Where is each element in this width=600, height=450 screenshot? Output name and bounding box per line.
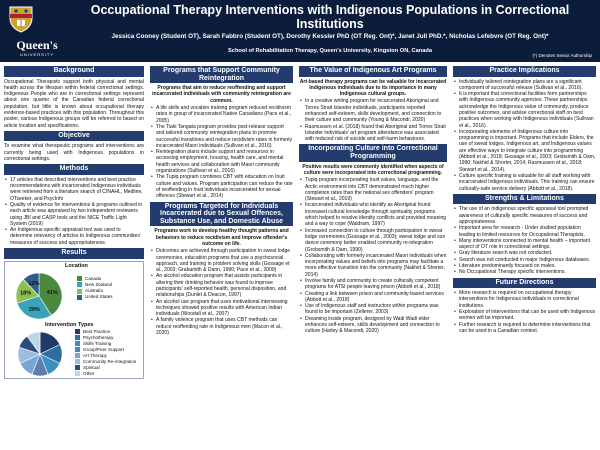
legend-label: Skills Training — [83, 340, 112, 346]
list-item: • Incorporating elements of Indigenous culture into programming is important. Programs that include Elders, the use of sweat lodges, Indigenous art, and Indigenous values are effective ways to integrate culture into programming (Abbott et al., 2018; Gossage et al., 2003; Grobsmith & Dam, 1990; Nakhid & Shorter, 2014; Rasmussen et al., 2018; Stewart et al., 2014). — [453, 129, 596, 173]
list-item: • The use of an Indigenous specific appraisal tool prompted awareness of culturally specific measures of success and appropriateness. — [453, 206, 596, 225]
community-heading: Programs that Support Community Reintegration — [150, 66, 293, 83]
list-item: • Creating a link between prison and community-based services (Abbott et al., 2018) — [299, 291, 447, 304]
list-item: • Important area for research - Under studied population leading to limited resources for Occupational Therapists. — [453, 225, 596, 238]
legend-swatch — [77, 282, 82, 287]
culture-heading: Incorporating Culture into Correctional Programming — [299, 144, 447, 161]
background-heading: Background — [4, 66, 144, 77]
column-4 — [453, 66, 596, 336]
affiliation: School of Rehabilitation Therapy, Queen's University, Kingston ON, Canada — [227, 48, 433, 54]
list-item: • Quality of evidence for interventions & programs outlined in each article was appraised by two independent reviewers using JBI and CASP tools and the NICE Traffic Light System (2019) — [4, 202, 144, 227]
targeted-lead: Programs work to develop healthy thought patterns and behaviors to reduce recidivism and improve offender's outcome on life. — [154, 228, 289, 247]
art-heading: The Value of Indigenous Art Programs — [299, 66, 447, 77]
author-list: Jessica Cooney (Student OT), Sarah Fabbro (Student OT), Dorothy Kessler PhD (OT Reg. Ont)*, Janet Jull PhD.*, Nicholas Lefebvre (OT Reg. Ont)* — [111, 33, 549, 40]
background-text: Occupational Therapists support both physical and mental health across the lifespan within federal correctional settings. Indigenous People who are in correctional settings represent about one quarter of the Canadian federal correctional population, but little is known about occupational therapy evidence-based practices with this population. Throughout this poster, various Indigenous groups will be referred to based on article location and specifications. — [4, 78, 144, 129]
intervention-pie-chart — [13, 329, 67, 379]
strengths-list — [453, 206, 596, 275]
list-item: • In a creative writing program for incarcerated Aboriginal and Torres Strait Islander individuals, participants reported enhanced self-esteem, skills development, and connection to their culture and community (Young & Macondi, 2020) — [299, 98, 447, 123]
legend-swatch — [75, 335, 80, 340]
objective-heading: Objective — [4, 131, 144, 142]
community-list — [150, 105, 293, 199]
list-item: • Reintegration plans include support and resources in accessing employment, housing, health care, and mental health services and collaboration with Maori community organizations (Sullivan et al., 2016) — [150, 149, 293, 174]
list-item: • Dreaming inside program, designed by Wadi Wadi elder enhances self-esteem, skills development and connection to culture (Harley & Macondi, 2020) — [299, 316, 447, 335]
legend-label: Community Re-integration — [83, 358, 137, 364]
intervention-legend — [75, 329, 136, 377]
legend-label: United States — [85, 294, 113, 300]
list-item: • Tupiq program incorporating Inuit values, language, and the Arctic environment into CBT demonstrated much higher completion rates than the national sex offenders' program (Stewart et al., 2019) — [299, 177, 447, 202]
column-3 — [299, 66, 447, 337]
intervention-chart-title: Intervention Types — [45, 321, 94, 328]
methods-heading: Methods — [4, 164, 144, 175]
list-item: • The Tupiq program combines CBT with education on Inuit culture and values. Program participation can reduce the rate of reoffending in Inuit individuals incarcerated for sexual offences (Stewart et al., 2014) — [150, 174, 293, 199]
methods-list — [4, 177, 144, 246]
legend-label: Other — [83, 370, 95, 376]
crest-icon — [6, 4, 36, 34]
legend-label: Group/Peer Support — [83, 346, 125, 352]
legend-label: Art Therapy — [83, 352, 107, 358]
list-item: • No Occupational Therapy specific interventions. — [453, 269, 596, 275]
legend-swatch — [75, 347, 80, 352]
logo-name: Queen's — [16, 38, 58, 52]
list-item: • Culture specific training is valuable for all staff working with incarcerated Indigenous individuals. This training can ensure culturally-safe service delivery (Abbott et al., 2018). — [453, 173, 596, 192]
legend-label: Best Practice — [83, 328, 111, 334]
poster-header — [0, 0, 600, 62]
list-item: • Search was not conducted in major Indigenous databases. — [453, 257, 596, 263]
list-item: • The Tiaki Tangata program provides post-release support and tailored community reintegration plans to promote successful transitions and reduce recidivism rates in formerly incarcerated Maori individuals (Sullivan et al., 2016) — [150, 124, 293, 149]
legend-label: Australia — [85, 287, 103, 293]
list-item: • An alcohol education program that assists participants in altering their drinking behavior was found to improve participants' self-reported health, personal disposition, and relationships (Dunlet & Deacon, 1997) — [150, 273, 293, 298]
logo-subtitle: UNIVERSITY — [19, 52, 54, 57]
practice-list — [453, 79, 596, 192]
list-item: • A life skills and vocation training program reduced recidivism rates in group of incarcerated Native Canadians (Pace et al., 2005) — [150, 105, 293, 124]
legend-label: Spiritual — [83, 364, 100, 370]
legend-label: New Zealand — [85, 281, 113, 287]
targeted-heading: Programs Targeted for Individuals Incarcerated due to Sexual Offences, Substance Use, and Domestic Abuse — [150, 202, 293, 227]
legend-swatch — [77, 295, 82, 300]
culture-lead: Positive results were commonly identified when aspects of culture were incorporated into correctional programming. — [302, 163, 444, 176]
legend-entry — [75, 371, 136, 377]
pie-data-label: 18% — [20, 290, 32, 297]
senior-authorship-note: (*) Denotes Senior Authorship — [532, 53, 592, 58]
list-item: • 17 articles that described interventions and best practice recommendations with incarcerated Indigenous individuals were retrieved from a literature search of CINAHL, Medline, OTseeker, and PsycInfo — [4, 177, 144, 202]
pie-data-label: 12% — [28, 280, 40, 287]
practice-heading: Practice Implications — [453, 66, 596, 77]
community-lead: Programs that aim to reduce reoffending and support incarcerated individuals with community reintegration are common. — [152, 85, 291, 104]
poster-title: Occupational Therapy Interventions with Indigenous Populations in Correctional Institutions — [90, 3, 570, 31]
column-2 — [150, 66, 293, 338]
pie-data-label: 41% — [46, 289, 58, 296]
culture-list — [299, 177, 447, 334]
university-logo — [6, 4, 68, 58]
location-legend — [77, 276, 113, 301]
list-item: • Incarcerated individuals who identify as Aboriginal found increased cultural knowledge through spirituality programs which helped to resolve identity conflicts and provided meaning and a way to cope (Waldram, 1997) — [299, 202, 447, 227]
list-item: • Gray literature search was not conducted. — [453, 250, 596, 256]
future-list — [453, 290, 596, 334]
list-item: • Further research is required to determine interventions that can be used in a Canadian context. — [453, 322, 596, 335]
legend-swatch — [77, 289, 82, 294]
objective-text: To examine what therapeutic programs and interventions are currently being used with Indigenous populations in correctional settings. — [4, 143, 144, 162]
targeted-list — [150, 248, 293, 336]
list-item: • A family violence program that uses CBT methods can reduce reoffending rate in Indigenous men (Macon et al., 2020) — [150, 317, 293, 336]
results-charts — [4, 261, 144, 379]
list-item: • More research is required on occupational therapy interventions for Indigenous individuals in correctional institutions. — [453, 290, 596, 309]
legend-entry — [77, 294, 113, 300]
column-1 — [4, 66, 144, 379]
art-lead: Art-based therapy programs can be valuable for incarcerated Indigenous individuals due to its importance in many Indigenous cultural groups. — [299, 78, 447, 98]
legend-swatch — [75, 341, 80, 346]
list-item: • An Indigenous-specific appraisal tool was used to determine relevancy of articles to Indigenous communities' measures of success and appropriateness. — [4, 227, 144, 246]
legend-label: Canada — [85, 275, 102, 281]
location-chart-title: Location — [65, 262, 88, 269]
legend-label: Psychotherapy — [83, 334, 114, 340]
pie-data-label: 29% — [28, 306, 40, 313]
list-item: • An alcohol use program that uses motivational interviewing techniques showed positive results with American Indian individuals (Woodall et al., 2007) — [150, 299, 293, 318]
legend-swatch — [75, 371, 80, 376]
legend-swatch — [75, 365, 80, 370]
list-item: • Increased connection to culture through participation in sweat lodge ceremonies (Gossage et al., 2003); sweat lodge and sun dance ceremony better enabled community re-integration (Grobsmith & Dam, 1990) — [299, 228, 447, 253]
legend-swatch — [77, 276, 82, 281]
location-pie-chart — [11, 271, 67, 321]
list-item: • Outcomes are achieved through participation in sweat lodge ceremonies, education programs that use a psychosocial approach, and training in problem solving skills (Gossage et al., 2003; Grabamith & Dann, 1990; Pace et al., 2009) — [150, 248, 293, 273]
list-item: • Use of Indigenous staff and instructors within programs was found to be important (Zellerer, 2003) — [299, 303, 447, 316]
list-item: • Many interventions connected to mental health – important aspect of OT role in correctional settings. — [453, 238, 596, 251]
strengths-heading: Strengths & Limitations — [453, 194, 596, 205]
list-item: • Literature predominantly focused on males. — [453, 263, 596, 269]
future-heading: Future Directions — [453, 278, 596, 289]
list-item: • Individually tailored reintegration plans are a significant component of successful release (Sullivan et al., 2016). — [453, 79, 596, 92]
legend-swatch — [75, 359, 80, 364]
list-item: • Involve family and community to create culturally competent programs for ATSI people leaving prison (Abbott et al., 2018) — [299, 278, 447, 291]
list-item: • Exploration of interventions that can be used with Indigenous women will be important. — [453, 309, 596, 322]
legend-swatch — [75, 353, 80, 358]
list-item: • Collaborating with formerly incarcerated Maori individuals when incorporating values and beliefs into programs may facilitate a more effective transition into the community (Nakhid & Shorter, 2014) — [299, 253, 447, 278]
list-item: • Rasmussen et al. (2018) found that Aboriginal and Torres Strait Islander individuals' art program attendance was associated with reduced risk of suicide and self-harm behaviours. — [299, 124, 447, 143]
list-item: • It is important that correctional facilities form partnerships with Indigenous community agencies. These partnerships acknowledge the Indigenous value of community, produce positive outcomes, and advise correctional staff on best practices when working with Indigenous individuals (Sullivan et al., 2016). — [453, 91, 596, 129]
legend-swatch — [75, 329, 80, 334]
results-heading: Results — [4, 248, 144, 259]
art-list — [299, 98, 447, 142]
